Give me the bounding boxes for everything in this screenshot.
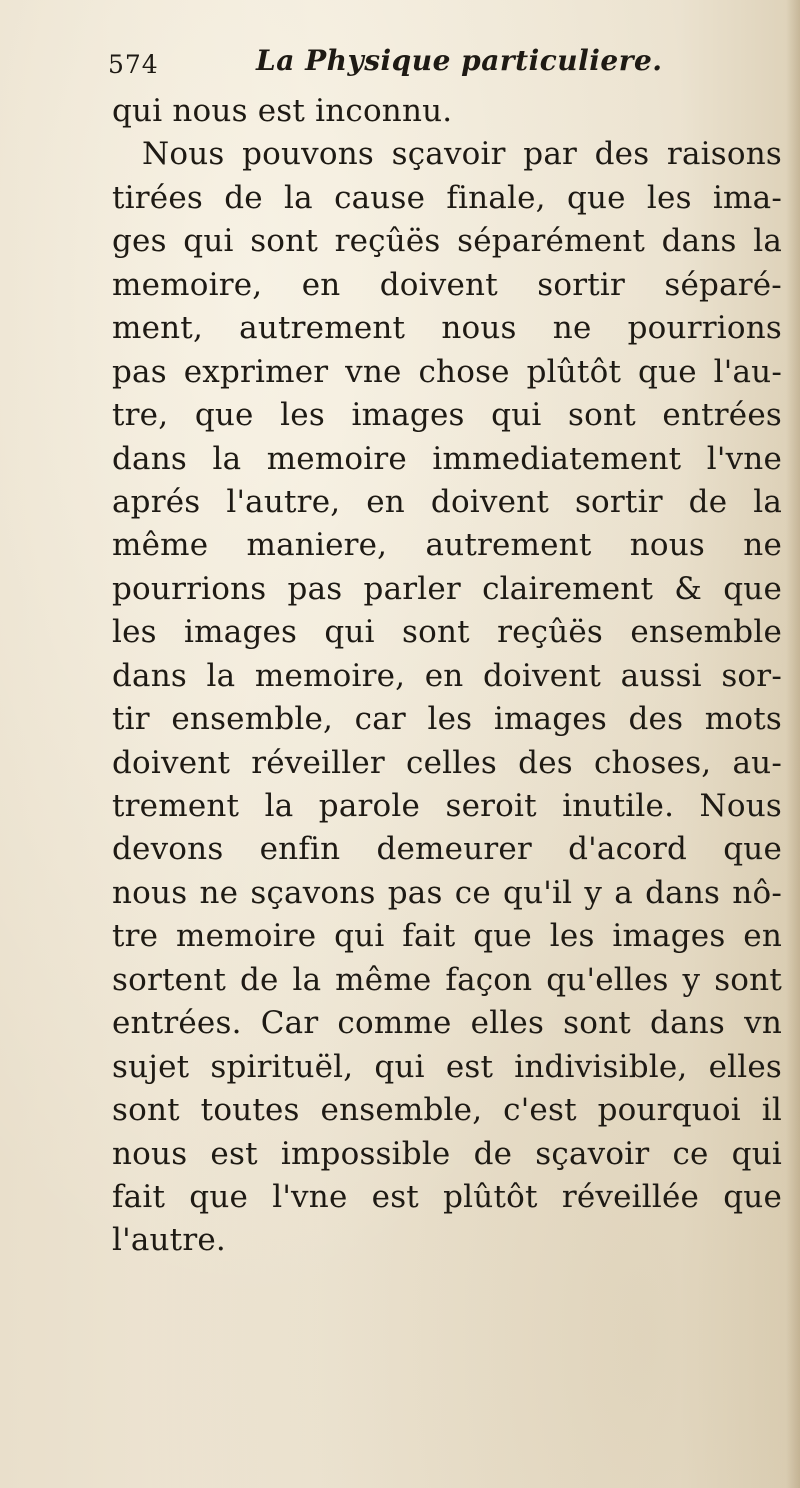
page-header (108, 44, 748, 90)
text-line: même maniere, autrement nous ne (112, 527, 782, 564)
text-line: ges qui sont reçûës séparément dans la (112, 223, 782, 260)
page-number: 574 (108, 50, 159, 79)
text-line: pourrions pas parler clairement & que (112, 570, 782, 607)
text-line: tre, que les images qui sont entrées (112, 397, 782, 434)
body-text (112, 90, 782, 1263)
text-line: tirées de la cause finale, que les ima- (112, 179, 782, 216)
text-line: sujet spirituël, qui est indivisible, elles (112, 1048, 782, 1085)
text-line: memoire, en doivent sortir séparé- (112, 266, 782, 303)
text-line: Nous pouvons sçavoir par des raisons (142, 136, 782, 173)
text-line: entrées. Car comme elles sont dans vn (112, 1005, 782, 1042)
text-line: qui nous est inconnu. (112, 93, 453, 129)
text-line: pas exprimer vne chose plûtôt que l'au- (112, 353, 782, 390)
text-line: aprés l'autre, en doivent sortir de la (112, 483, 782, 520)
text-line: nous ne sçavons pas ce qu'il y a dans nô- (112, 874, 782, 911)
page-edge-shadow (786, 0, 800, 1488)
text-line: nous est impossible de sçavoir ce qui (112, 1135, 782, 1172)
text-line: dans la memoire immediatement l'vne (112, 440, 782, 477)
text-line: sont toutes ensemble, c'est pourquoi il (112, 1092, 782, 1129)
text-line: ment, autrement nous ne pourrions (112, 310, 782, 347)
text-line: fait que l'vne est plûtôt réveillée que (112, 1178, 782, 1215)
text-line: sortent de la même façon qu'elles y sont (112, 961, 782, 998)
text-line: devons enfin demeurer d'acord que (112, 831, 782, 868)
text-line: tir ensemble, car les images des mots (112, 701, 782, 738)
running-title: La Physique particuliere. (256, 44, 663, 77)
text-line: les images qui sont reçûës ensemble (112, 614, 782, 651)
text-line: dans la memoire, en doivent aussi sor- (112, 657, 782, 694)
text-line: trement la parole seroit inutile. Nous (112, 788, 782, 824)
text-line: l'autre. (112, 1222, 226, 1259)
text-line: doivent réveiller celles des choses, au- (112, 744, 782, 781)
text-line: tre memoire qui fait que les images en (112, 918, 782, 955)
